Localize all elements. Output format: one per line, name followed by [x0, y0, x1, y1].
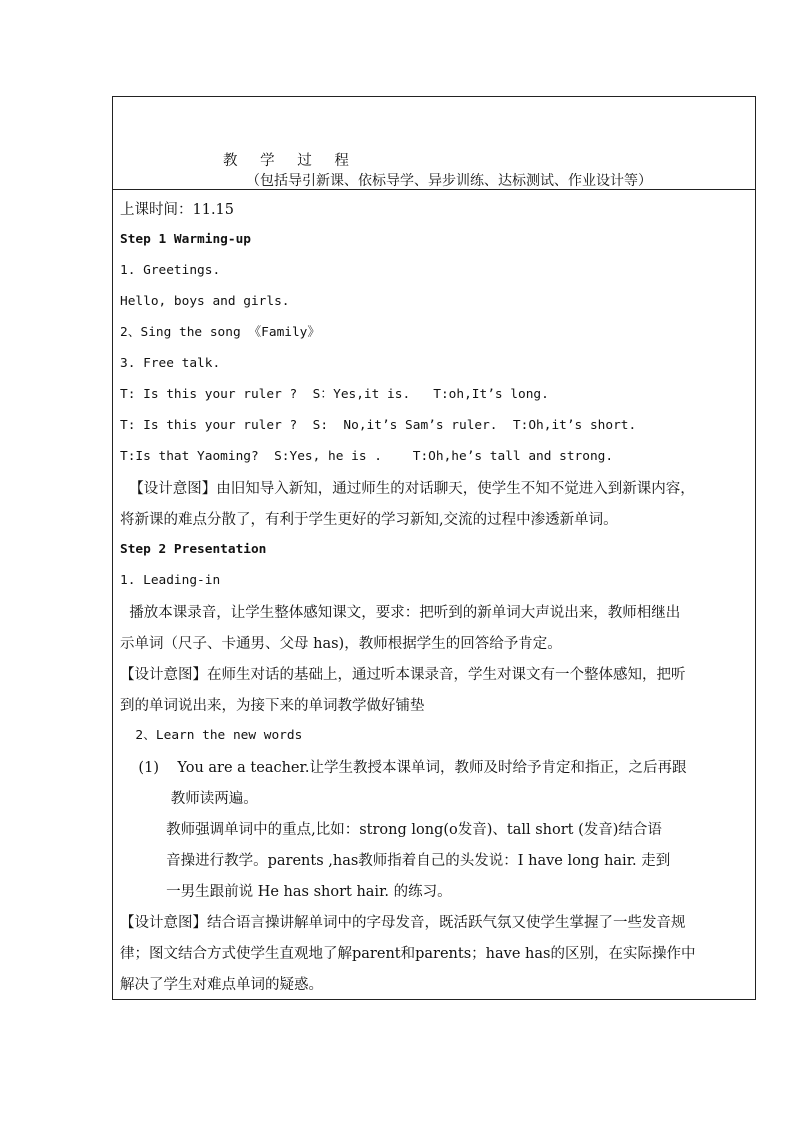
- design-intent-3-line-1: 【设计意图】结合语言操讲解单词中的字母发音，既活跃气氛又使学生掌握了一些发音规: [120, 915, 686, 931]
- design-intent-3-line-3: 解决了学生对难点单词的疑惑。: [120, 977, 323, 993]
- step-1-heading: Step 1 Warming-up: [120, 232, 251, 247]
- design-intent-3-line-2: 律；图文结合方式使学生直观地了解parent和parents；have has的区别，在实际操作中: [120, 946, 696, 962]
- learn-new-words-line: 2、Learn the new words: [120, 728, 303, 743]
- emphasis-line-1: 教师强调单词中的重点,比如：strong long(o发音)、tall short (发音)结合语: [120, 822, 662, 838]
- page-subtitle: （包括导引新课、依标导学、异步训练、达标测试、作业设计等）: [246, 173, 652, 189]
- design-intent-1-line-1: 【设计意图】由旧知导入新知，通过师生的对话聊天，使学生不知不觉进入到新课内容，: [120, 481, 695, 497]
- recording-line-1: 播放本课录音，让学生整体感知课文，要求：把听到的新单词大声说出来，教师相继出: [120, 605, 681, 621]
- dialogue-line-2: T: Is this your ruler ? S: No,it’s Sam’s ruler. T:Oh,it’s short.: [120, 418, 637, 433]
- sing-song-line: 2、Sing the song 《Family》: [120, 325, 321, 340]
- design-intent-1-line-2: 将新课的难点分散了，有利于学生更好的学习新知,交流的过程中渗透新单词。: [120, 512, 618, 528]
- teacher-activity-line-2: 教师读两遍。: [120, 791, 258, 807]
- class-time: 上课时间：11.15: [120, 202, 235, 218]
- table-header-cell: [113, 97, 755, 190]
- lesson-plan-table: [112, 96, 756, 1000]
- free-talk-line: 3. Free talk.: [120, 356, 221, 371]
- dialogue-line-1: T: Is this your ruler ? S：Yes,it is. T:oh,It’s long.: [120, 387, 549, 402]
- emphasis-line-3: 一男生跟前说 He has short hair. 的练习。: [120, 884, 452, 900]
- design-intent-2-line-1: 【设计意图】在师生对话的基础上，通过听本课录音，学生对课文有一个整体感知，把听: [120, 667, 686, 683]
- page-title: 教 学 过 程: [223, 153, 349, 169]
- dialogue-line-3: T:Is that Yaoming? S:Yes, he is . T:Oh,he’s tall and strong.: [120, 449, 614, 464]
- greetings-line: 1. Greetings.: [120, 263, 221, 278]
- table-body-cell: [113, 190, 755, 999]
- design-intent-2-line-2: 到的单词说出来，为接下来的单词教学做好铺垫: [120, 698, 425, 714]
- hello-line: Hello, boys and girls.: [120, 294, 290, 309]
- emphasis-line-2: 音操进行教学。parents ,has教师指着自己的头发说：I have long hair. 走到: [120, 853, 671, 869]
- teacher-activity-line-1: (1) You are a teacher.让学生教授本课单词，教师及时给予肯定和指正，之后再跟: [120, 760, 687, 776]
- leading-in-line: 1. Leading-in: [120, 573, 221, 588]
- recording-line-2: 示单词（尺子、卡通男、父母 has)，教师根据学生的回答给予肯定。: [120, 636, 562, 652]
- step-2-heading: Step 2 Presentation: [120, 542, 267, 557]
